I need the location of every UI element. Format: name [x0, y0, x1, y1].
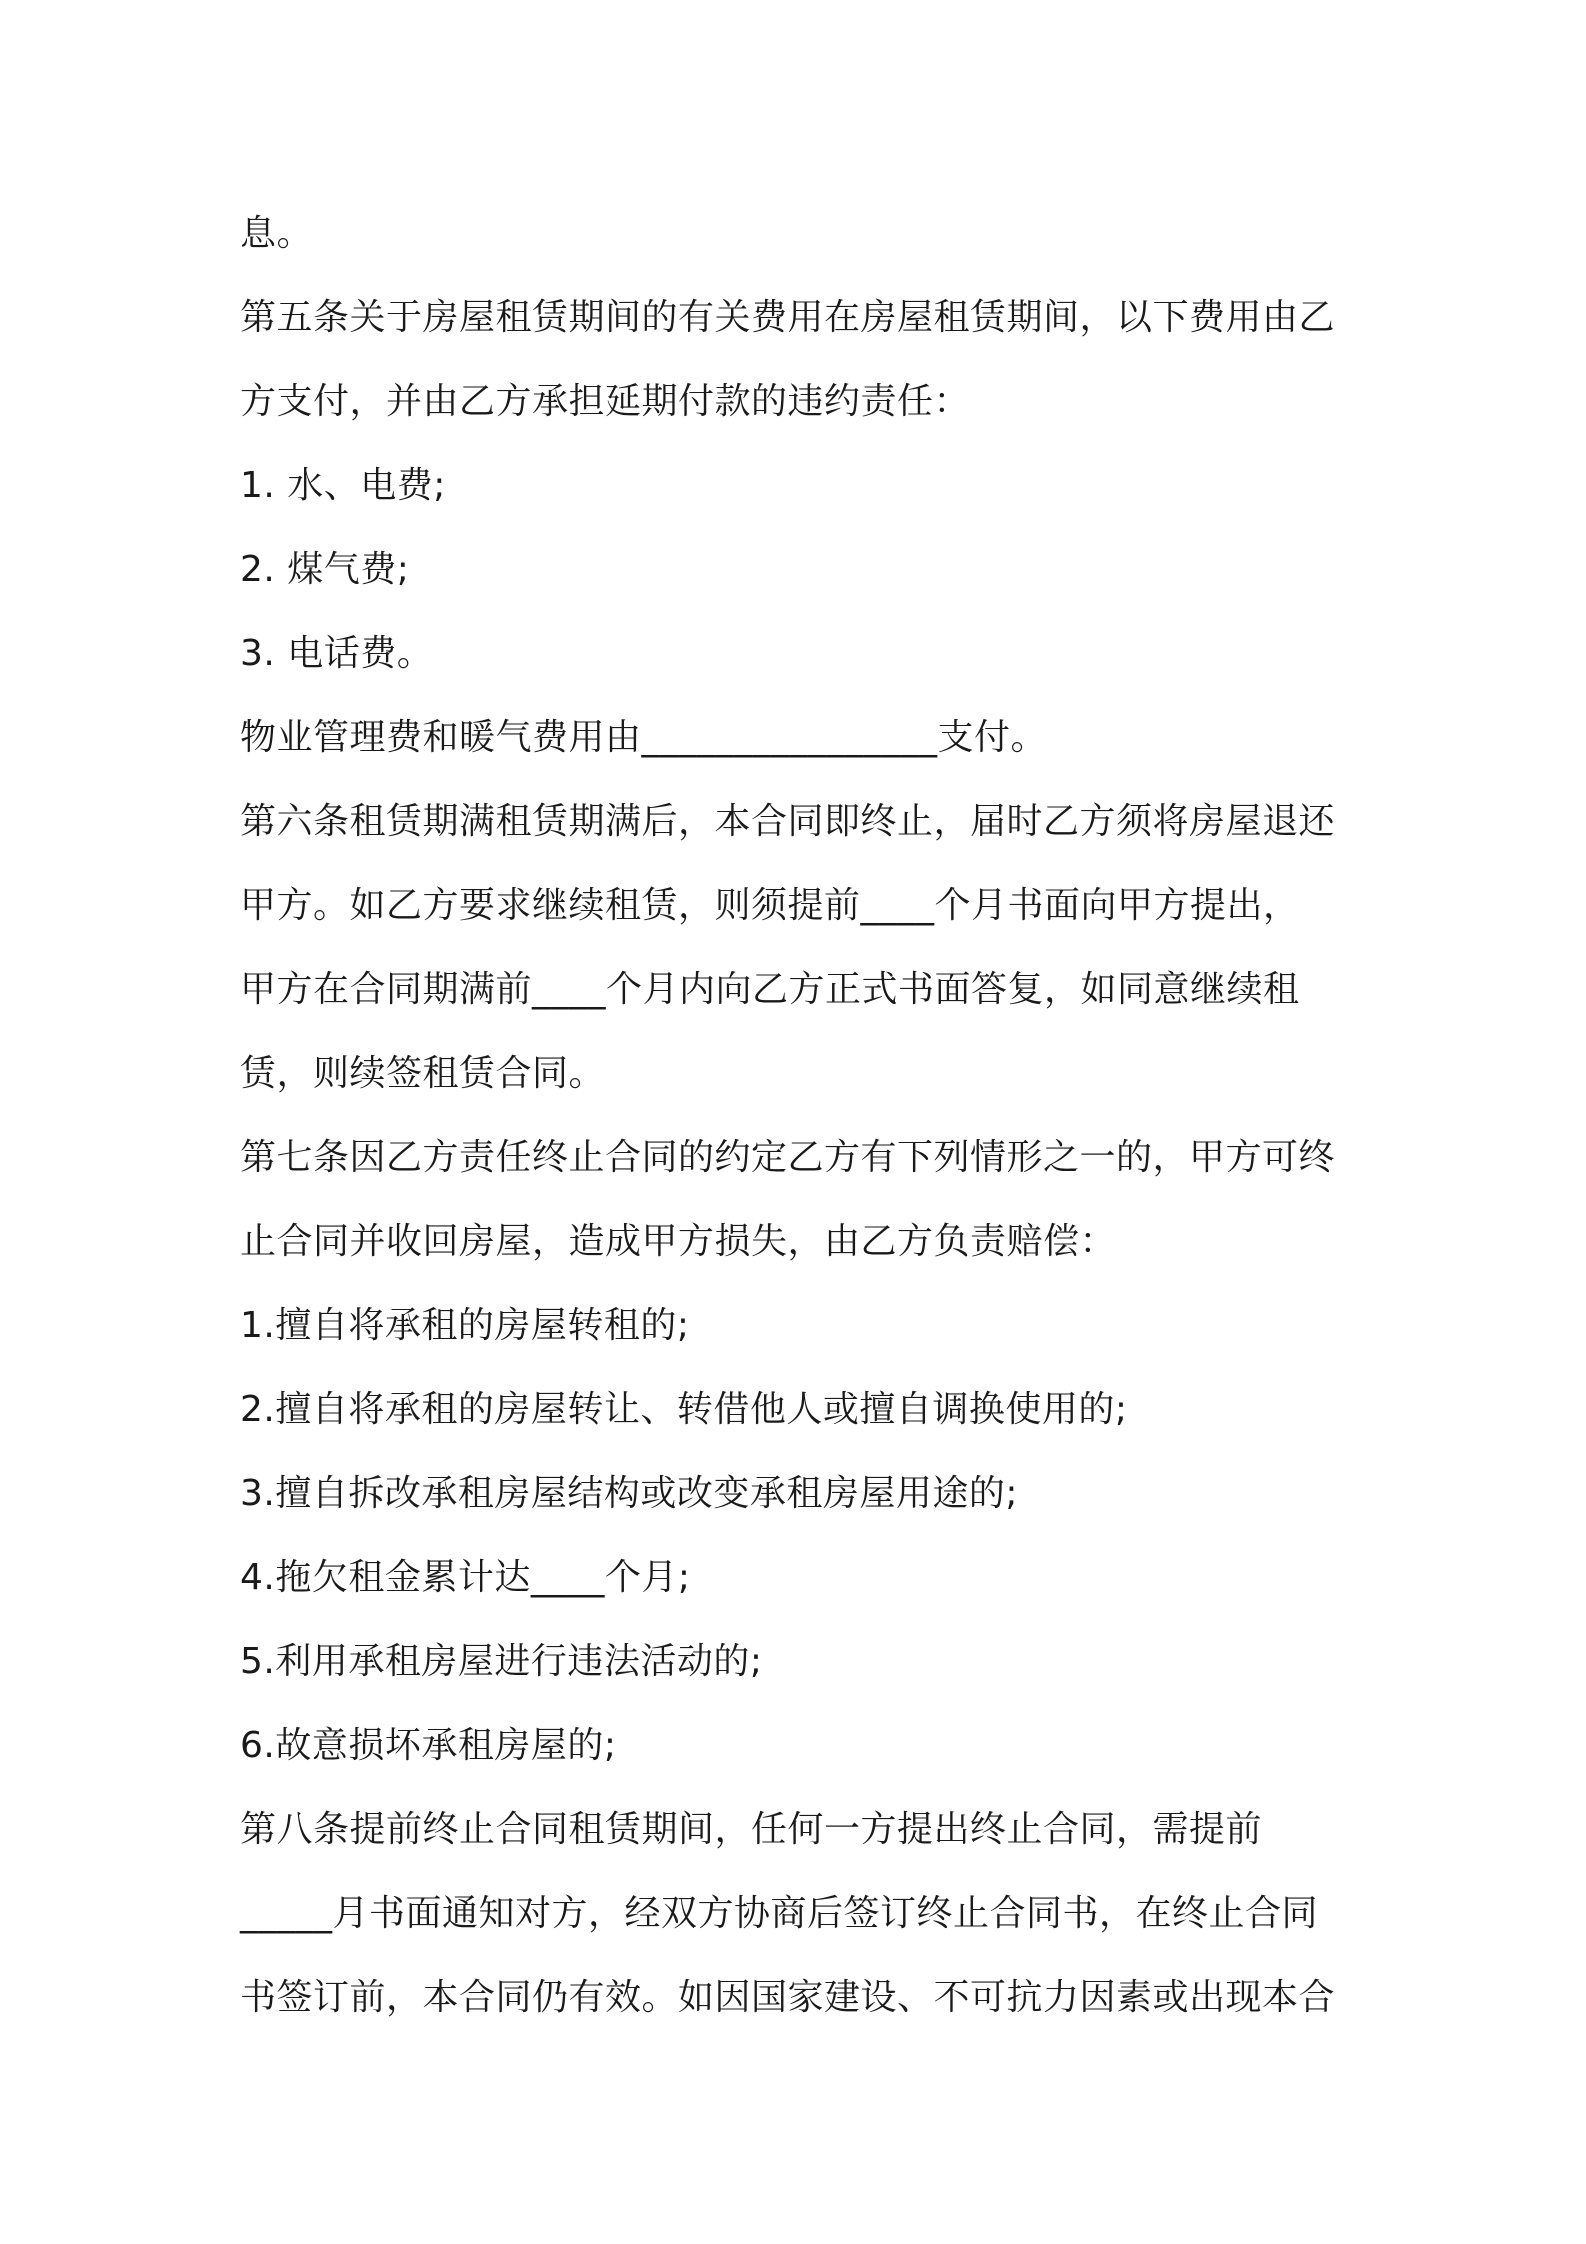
article-6-heading: 第六条租赁期满租赁期满后，本合同即终止，届时乙方须将房屋退还 [240, 801, 1336, 842]
list-item: 1. 水、电费; [240, 465, 446, 506]
list-item: 5.利用承租房屋进行违法活动的; [240, 1641, 763, 1682]
text-line: 息。 [240, 213, 314, 254]
article-7-heading: 第七条因乙方责任终止合同的约定乙方有下列情形之一的，甲方可终 [240, 1137, 1336, 1178]
list-item: 2. 煤气费; [240, 549, 410, 590]
text-line: _____月书面通知对方，经双方协商后签订终止合同书，在终止合同 [240, 1893, 1319, 1934]
text-line: 书签订前，本合同仍有效。如因国家建设、不可抗力因素或出现本合 [240, 1977, 1336, 2018]
article-5-heading: 第五条关于房屋租赁期间的有关费用在房屋租赁期间，以下费用由乙 [240, 297, 1336, 338]
document-body [240, 192, 1360, 2040]
text-line: 物业管理费和暖气费用由________________支付。 [240, 717, 1048, 758]
text-line: 赁，则续签租赁合同。 [240, 1053, 606, 1094]
article-8-heading: 第八条提前终止合同租赁期间，任何一方提出终止合同，需提前 [240, 1809, 1263, 1850]
list-item: 2.擅自将承租的房屋转让、转借他人或擅自调换使用的; [240, 1389, 1128, 1430]
text-line: 甲方。如乙方要求继续租赁，则须提前____个月书面向甲方提出， [240, 885, 1300, 926]
text-line: 方支付，并由乙方承担延期付款的违约责任： [240, 381, 971, 422]
list-item: 3. 电话费。 [240, 633, 434, 674]
list-item: 1.擅自将承租的房屋转租的; [240, 1305, 690, 1346]
text-line: 止合同并收回房屋，造成甲方损失，由乙方负责赔偿： [240, 1221, 1117, 1262]
text-line: 甲方在合同期满前____个月内向乙方正式书面答复，如同意继续租 [240, 969, 1300, 1010]
list-item: 4.拖欠租金累计达____个月; [240, 1557, 691, 1598]
list-item: 3.擅自拆改承租房屋结构或改变承租房屋用途的; [240, 1473, 1018, 1514]
list-item: 6.故意损坏承租房屋的; [240, 1725, 617, 1766]
